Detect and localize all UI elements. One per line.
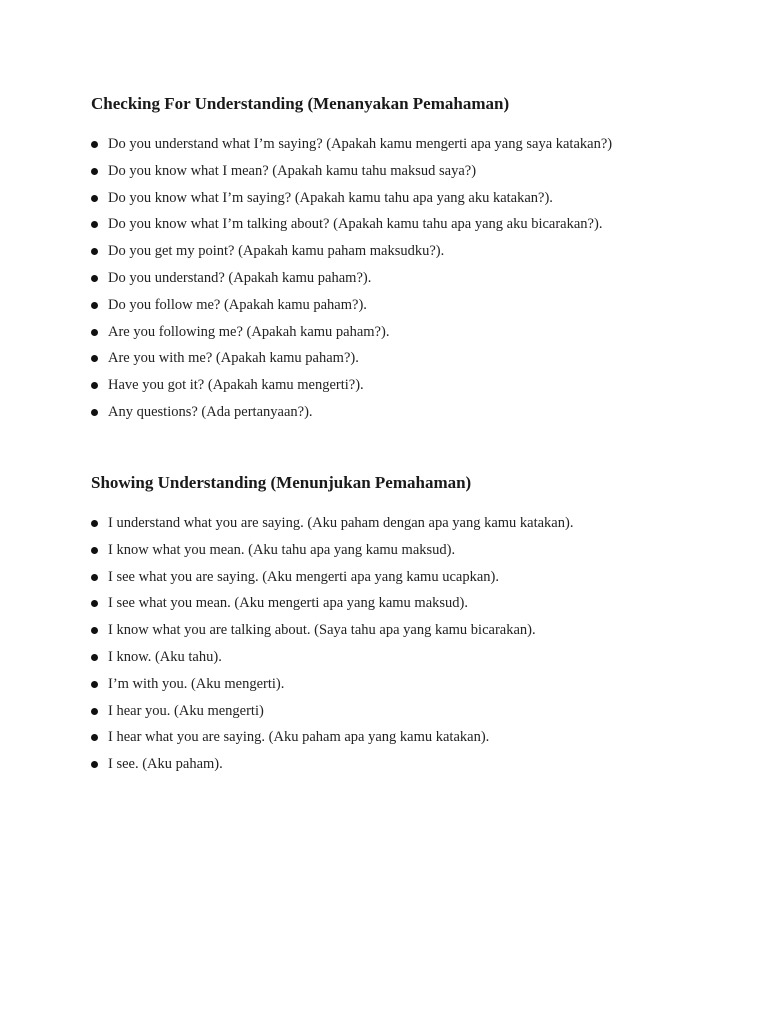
section-showing-understanding [91,472,711,781]
bullet-icon [91,382,98,389]
list-item-text: I understand what you are saying. (Aku paham dengan apa yang kamu katakan). [108,515,574,531]
list-item [91,188,711,215]
bullet-icon [91,302,98,309]
bullet-icon [91,168,98,175]
bullet-icon [91,409,98,416]
bullet-icon [91,275,98,282]
list-item-text: Do you get my point? (Apakah kamu paham maksudku?). [108,243,445,260]
bullet-list [91,513,711,781]
bullet-icon [91,520,98,527]
list-item [91,214,711,241]
bullet-icon [91,221,98,228]
bullet-icon [91,195,98,202]
list-item-text: Are you following me? (Apakah kamu paham?). [108,323,390,340]
list-item [91,322,711,349]
list-item [91,241,711,268]
list-item-text: Do you know what I’m talking about? (Apakah kamu tahu apa yang aku bicarakan?). [108,216,603,233]
bullet-icon [91,248,98,255]
list-item [91,295,711,322]
bullet-icon [91,654,98,661]
bullet-icon [91,600,98,607]
list-item [91,348,711,375]
list-item-text: I know what you are talking about. (Saya tahu apa yang kamu bicarakan). [108,622,536,639]
section-heading: Showing Understanding (Menunjukan Pemahaman) [91,473,472,492]
list-item [91,754,711,781]
list-item-text: I’m with you. (Aku mengerti). [108,675,285,692]
list-item-text: Do you know what I’m saying? (Apakah kamu tahu apa yang aku katakan?). [108,189,553,206]
list-item [91,513,711,540]
section-heading: Checking For Understanding (Menanyakan Pemahaman) [91,94,510,113]
list-item [91,540,711,567]
list-item [91,701,711,728]
list-item [91,620,711,647]
list-item [91,674,711,701]
bullet-icon [91,329,98,336]
list-item [91,161,711,188]
bullet-list [91,134,711,429]
list-item-text: I know what you mean. (Aku tahu apa yang kamu maksud). [108,541,456,558]
list-item-text: Are you with me? (Apakah kamu paham?). [108,350,359,367]
list-item-text: Have you got it? (Apakah kamu mengerti?). [108,377,364,394]
list-item-text: I see. (Aku paham). [108,756,223,773]
list-item [91,567,711,594]
list-item [91,727,711,754]
bullet-icon [91,547,98,554]
section-checking-understanding [91,93,711,429]
list-item [91,268,711,295]
list-item-text: I see what you are saying. (Aku mengerti apa yang kamu ucapkan). [108,568,499,585]
list-item [91,134,711,161]
bullet-icon [91,355,98,362]
bullet-icon [91,574,98,581]
list-item-text: Any questions? (Ada pertanyaan?). [108,403,313,420]
bullet-icon [91,708,98,715]
bullet-icon [91,141,98,148]
list-item-text: I hear you. (Aku mengerti) [108,702,264,719]
list-item-text: Do you follow me? (Apakah kamu paham?). [108,296,367,313]
list-item [91,375,711,402]
bullet-icon [91,734,98,741]
list-item-text: I hear what you are saying. (Aku paham apa yang kamu katakan). [108,729,490,746]
list-item-text: Do you understand? (Apakah kamu paham?). [108,269,372,286]
list-item [91,402,711,429]
list-item [91,647,711,674]
list-item [91,593,711,620]
bullet-icon [91,681,98,688]
list-item-text: Do you know what I mean? (Apakah kamu tahu maksud saya?) [108,162,477,179]
list-item-text: Do you understand what I’m saying? (Apakah kamu mengerti apa yang saya katakan?) [108,136,613,152]
list-item-text: I see what you mean. (Aku mengerti apa yang kamu maksud). [108,595,468,612]
bullet-icon [91,761,98,768]
bullet-icon [91,627,98,634]
list-item-text: I know. (Aku tahu). [108,648,222,665]
